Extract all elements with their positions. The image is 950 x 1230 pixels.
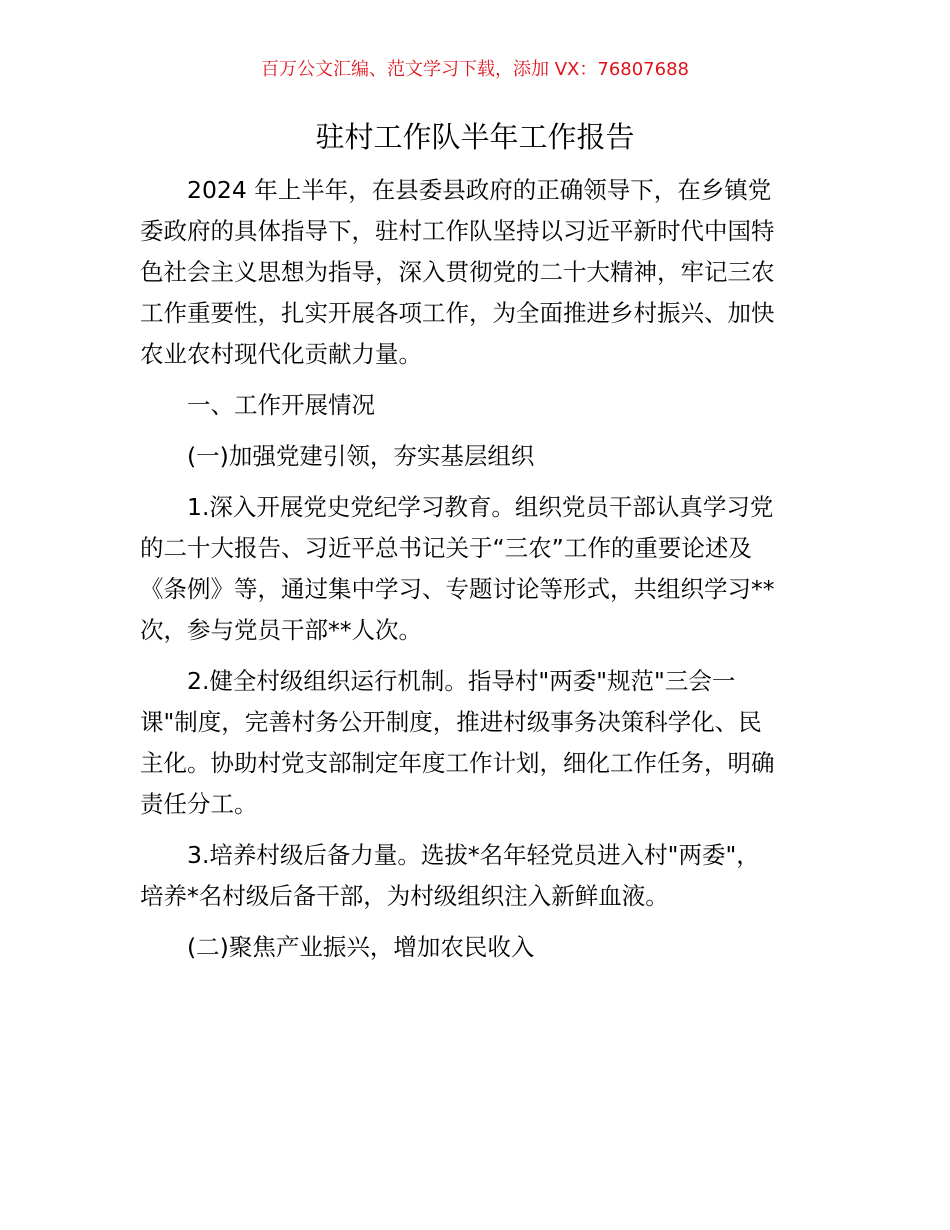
paragraph-line: 次，参与党员干部**人次。 bbox=[140, 616, 422, 644]
paragraph-line: 课"制度，完善村务公开制度，推进村级事务决策科学化、民 bbox=[140, 708, 762, 736]
paragraph-line: 2.健全村级组织运行机制。指导村"两委"规范"三会一 bbox=[187, 667, 736, 695]
paragraph bbox=[140, 835, 812, 917]
paragraph-line: 1.深入开展党史党纪学习教育。组织党员干部认真学习党 bbox=[187, 493, 774, 521]
paragraph-line: 色社会主义思想为指导，深入贯彻党的二十大精神，牢记三农 bbox=[140, 258, 775, 286]
paragraph-line: 3.培养村级后备力量。选拔*名年轻党员进入村"两委"， bbox=[187, 841, 760, 869]
paragraph-line: 培养*名村级后备干部，为村级组织注入新鲜血液。 bbox=[140, 882, 669, 910]
paragraph-line: 2024 年上半年，在县委县政府的正确领导下，在乡镇党 bbox=[187, 176, 772, 204]
paragraph-line: 委政府的具体指导下，驻村工作队坚持以习近平新时代中国特 bbox=[140, 217, 775, 245]
paragraph-line: 工作重要性，扎实开展各项工作，为全面推进乡村振兴、加快 bbox=[140, 299, 775, 327]
paragraph-line: 责任分工。 bbox=[140, 790, 258, 818]
paragraph-line: (一)加强党建引领，夯实基层组织 bbox=[187, 442, 535, 470]
paragraph bbox=[140, 487, 812, 651]
paragraph-line: (二)聚焦产业振兴，增加农民收入 bbox=[187, 933, 535, 961]
paragraph-line: 《条例》等，通过集中学习、专题讨论等形式，共组织学习** bbox=[140, 575, 775, 603]
paragraph bbox=[140, 436, 812, 477]
document-title: 驻村工作队半年工作报告 bbox=[315, 120, 635, 154]
paragraph bbox=[140, 170, 812, 375]
paragraph bbox=[140, 385, 812, 426]
paragraph bbox=[140, 661, 812, 825]
paragraph-line: 的二十大报告、习近平总书记关于“三农”工作的重要论述及 bbox=[140, 534, 752, 562]
paragraph-line: 主化。协助村党支部制定年度工作计划，细化工作任务，明确 bbox=[140, 749, 775, 777]
paragraph-line: 农业农村现代化贡献力量。 bbox=[140, 340, 422, 368]
paragraph-line: 一、工作开展情况 bbox=[187, 391, 375, 419]
paragraph bbox=[140, 927, 812, 968]
watermark-text: 百万公文汇编、范文学习下载，添加 VX：76807688 bbox=[261, 59, 689, 80]
document-body bbox=[140, 170, 812, 978]
